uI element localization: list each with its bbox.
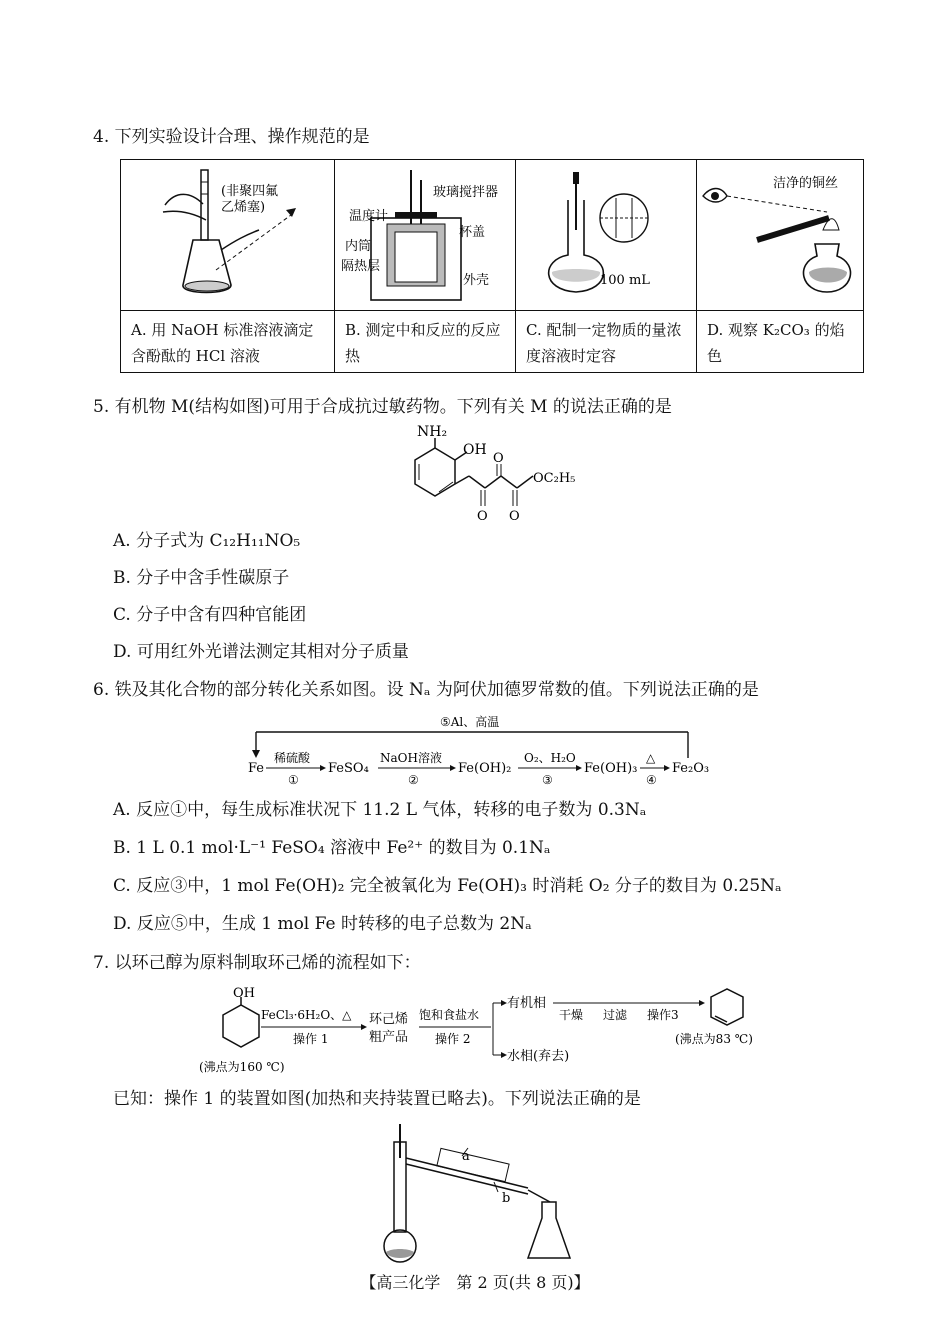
- calorimeter-figure: [335, 160, 513, 306]
- flow-dry: 干燥: [559, 1008, 584, 1022]
- flow-bp-cyclohexanol: (沸点为160 ℃): [199, 1060, 285, 1074]
- q4-b-label-stirrer: 玻璃搅拌器: [433, 185, 499, 200]
- m-label-o-2: O: [509, 509, 520, 524]
- flow-op-2: 操作 2: [435, 1032, 471, 1046]
- titration-apparatus-figure: [121, 160, 333, 306]
- scheme-reagent-3: O₂、H₂O: [524, 751, 576, 765]
- flame-test-figure: [697, 160, 861, 306]
- scheme-feoh2: Fe(OH)₂: [458, 761, 512, 776]
- q4-b-label-lid: 杯盖: [459, 225, 486, 240]
- flow-crude-1: 环己烯: [369, 1012, 409, 1027]
- q6-option-b: B. 1 L 0.1 mol·L⁻¹ FeSO₄ 溶液中 Fe²⁺ 的数目为 0.1Nₐ: [113, 838, 551, 858]
- q7-stem: 7. 以环己醇为原料制取环己烯的流程如下：: [93, 953, 421, 973]
- m-label-oh: OH: [463, 442, 487, 458]
- flow-op-3: 操作3: [647, 1008, 679, 1022]
- flow-oh: OH: [233, 986, 255, 1001]
- scheme-fe2o3: Fe₂O₃: [672, 761, 710, 776]
- scheme-top-reagent: ⑤Al、高温: [440, 715, 500, 729]
- scheme-feoh3: Fe(OH)₃: [584, 761, 638, 776]
- q5-option-b: B. 分子中含手性碳原子: [113, 568, 290, 588]
- flow-crude-2: 粗产品: [369, 1030, 409, 1045]
- q4-b-label-inner: 内筒: [345, 239, 372, 254]
- scheme-reagent-1: 稀硫酸: [274, 751, 311, 765]
- scheme-reagent-2: NaOH溶液: [380, 751, 442, 765]
- m-label-oc2h5: OC₂H₅: [533, 471, 576, 486]
- flow-bp-cyclohexene: (沸点为83 ℃): [675, 1032, 753, 1046]
- q4-cell-c-image: [516, 160, 697, 311]
- q4-stem: 4. 下列实验设计合理、操作规范的是: [93, 127, 370, 147]
- flow-reagent-1: FeCl₃·6H₂O、△: [261, 1008, 352, 1022]
- q4-cell-d-image: [697, 160, 864, 311]
- q4-table: [120, 159, 864, 373]
- scheme-fe: Fe: [248, 761, 265, 776]
- q5-option-a: A. 分子式为 C₁₂H₁₁NO₅: [113, 531, 301, 551]
- q4-cell-b-image: [335, 160, 516, 311]
- q7-known: 已知：操作 1 的装置如图(加热和夹持装置已略去)。下列说法正确的是: [113, 1089, 641, 1109]
- flow-aqueous-phase: 水相(弃去): [507, 1049, 570, 1064]
- flow-filter: 过滤: [603, 1008, 628, 1022]
- molecule-m-structure: [385, 420, 585, 525]
- q4-option-c: C. 配制一定物质的量浓度溶液时定容: [516, 311, 697, 373]
- flow-organic-phase: 有机相: [507, 996, 547, 1011]
- q6-option-a: A. 反应①中，每生成标准状况下 11.2 L 气体，转移的电子数为 0.3Nₐ: [113, 800, 647, 820]
- scheme-step-4: ④: [646, 773, 657, 787]
- q5-option-c: C. 分子中含有四种官能团: [113, 605, 307, 625]
- m-label-o-1: O: [477, 509, 488, 524]
- scheme-step-2: ②: [408, 773, 419, 787]
- scheme-step-1: ①: [288, 773, 299, 787]
- q4-b-label-thermometer: 温度计: [349, 209, 389, 224]
- m-label-o-top: O: [493, 451, 504, 466]
- m-label-nh2: NH₂: [417, 424, 448, 440]
- apparatus-label-a: a: [462, 1149, 470, 1164]
- q4-a-label-2: 乙烯塞): [221, 200, 266, 215]
- page-footer: 【高三化学 第 2 页(共 8 页)】: [360, 1273, 590, 1292]
- flow-op-1: 操作 1: [293, 1032, 329, 1046]
- q4-option-a: A. 用 NaOH 标准溶液滴定含酚酞的 HCl 溶液: [121, 311, 335, 373]
- q4-option-d: D. 观察 K₂CO₃ 的焰色: [697, 311, 864, 373]
- q4-c-label-volume: 100 mL: [600, 273, 650, 288]
- volumetric-flask-figure: [516, 160, 694, 306]
- flow-reagent-2: 饱和食盐水: [419, 1008, 480, 1022]
- q4-cell-a-image: [121, 160, 335, 311]
- scheme-feso4: FeSO₄: [328, 761, 369, 776]
- q6-option-c: C. 反应③中，1 mol Fe(OH)₂ 完全被氧化为 Fe(OH)₃ 时消耗 O₂ 分子的数目为 0.25Nₐ: [113, 876, 782, 896]
- iron-conversion-scheme: [240, 710, 720, 790]
- apparatus-label-b: b: [502, 1191, 511, 1206]
- q5-stem: 5. 有机物 M(结构如图)可用于合成抗过敏药物。下列有关 M 的说法正确的是: [93, 397, 672, 417]
- q6-stem: 6. 铁及其化合物的部分转化关系如图。设 Nₐ 为阿伏加德罗常数的值。下列说法正确的是: [93, 680, 759, 700]
- q4-d-label-wire: 洁净的铜丝: [773, 176, 839, 191]
- q4-a-label-1: (非聚四氟: [221, 184, 279, 199]
- distillation-apparatus-figure: [378, 1118, 578, 1268]
- cyclohexene-flowchart: [195, 985, 775, 1080]
- scheme-step-3: ③: [542, 773, 553, 787]
- scheme-reagent-4: △: [646, 751, 656, 765]
- q4-option-b: B. 测定中和反应的反应热: [335, 311, 516, 373]
- q4-b-label-insulation: 隔热层: [341, 259, 381, 274]
- q5-option-d: D. 可用红外光谱法测定其相对分子质量: [113, 642, 409, 662]
- q4-b-label-shell: 外壳: [463, 273, 490, 288]
- q6-option-d: D. 反应⑤中，生成 1 mol Fe 时转移的电子总数为 2Nₐ: [113, 914, 532, 934]
